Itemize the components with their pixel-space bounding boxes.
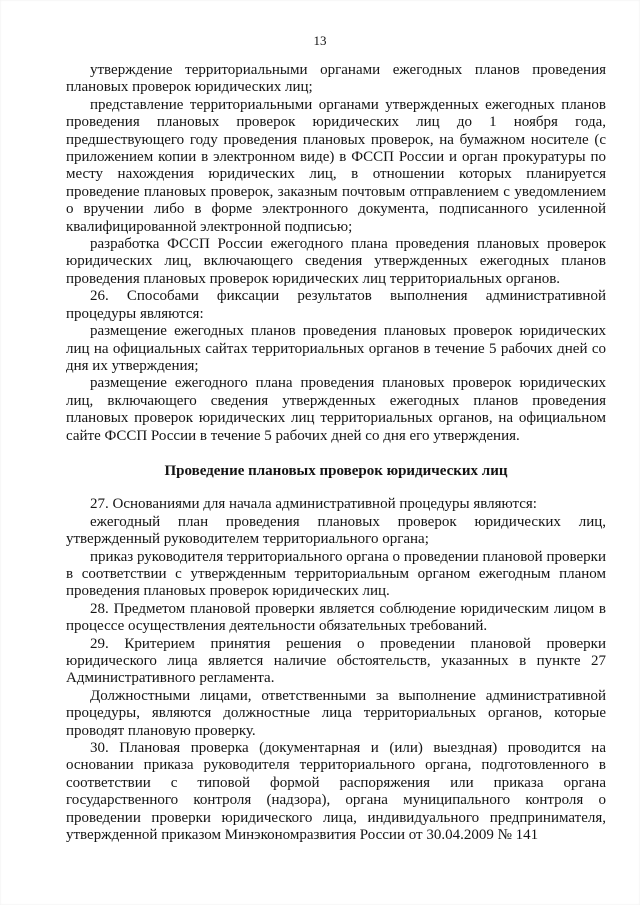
section-heading: Проведение плановых проверок юридических лиц	[164, 462, 508, 479]
paragraph-annual-plan: ежегодный план проведения плановых проверок юридических лиц, утвержденный руководителем территориального органа;	[66, 513, 606, 548]
paragraph-27: 27. Основаниями для начала административной процедуры являются:	[90, 496, 537, 513]
paragraph-30: 30. Плановая проверка (документарная и (или) выездная) проводится на основании приказа руководителя территориального органа, подготовленного в соответствии с типовой формой распоряжения или приказа органа государственного контроля (надзора), органа муниципального контроля о проведении проверки юридического лица, индивидуального предпринимателя, утвержденной приказом Минэкономразвития России от 30.04.2009 № 141	[66, 740, 606, 844]
document-body	[66, 62, 606, 844]
paragraph-28: 28. Предметом плановой проверки является соблюдение юридическим лицом в процессе осуществления деятельности обязательных требований.	[66, 600, 606, 635]
paragraph-publication-fssp: размещение ежегодного плана проведения плановых проверок юридических лиц, включающего сведения утвержденных ежегодных планов проведения плановых проверок юридических лиц территориальных органов, на официальном сайте ФССП России в течение 5 рабочих дней со дня его утверждения.	[66, 375, 606, 444]
spacer	[66, 445, 606, 463]
paragraph-26: 26. Способами фиксации результатов выполнения административной процедуры являются:	[66, 288, 606, 322]
paragraph-approval: утверждение территориальными органами ежегодных планов проведения плановых проверок юридических лиц;	[66, 62, 606, 96]
paragraph-publication-territorial: размещение ежегодных планов проведения плановых проверок юридических лиц на официальных сайтах территориальных органов в течение 5 рабочих дней со дня их утверждения;	[66, 323, 606, 374]
paragraph-development: разработка ФССП России ежегодного плана проведения плановых проверок юридических лиц, включающего сведения утвержденных ежегодных планов проведения плановых проверок юридических лиц территориальных органов.	[66, 236, 606, 287]
paragraph-submission: представление территориальными органами утвержденных ежегодных планов проведения плановых проверок юридических лиц до 1 ноября года, предшествующего году проведения плановых проверок, на бумажном носителе (с приложением копии в электронном виде) в ФССП России и орган прокуратуры по месту нахождения юридических лиц, в отношении которых планируется проведение плановых проверок, заказным почтовым отправлением с уведомлением о вручении либо в форме электронного документа, подписанного усиленной квалифицированной электронной подписью;	[66, 96, 606, 235]
paragraph-responsible-officials: Должностными лицами, ответственными за выполнение административной процедуры, являются должностные лица территориальных органов, которые проводят плановую проверку.	[66, 687, 606, 739]
page-number: 13	[313, 33, 327, 48]
spacer	[66, 480, 606, 496]
paragraph-29: 29. Критерием принятия решения о проведении плановой проверки юридического лица является наличие обстоятельств, указанных в пункте 27 Административного регламента.	[66, 635, 606, 687]
paragraph-order: приказ руководителя территориального органа о проведении плановой проверки в соответствии с утвержденным территориальным органом ежегодным планом проведения плановых проверок юридических лиц.	[66, 548, 606, 600]
